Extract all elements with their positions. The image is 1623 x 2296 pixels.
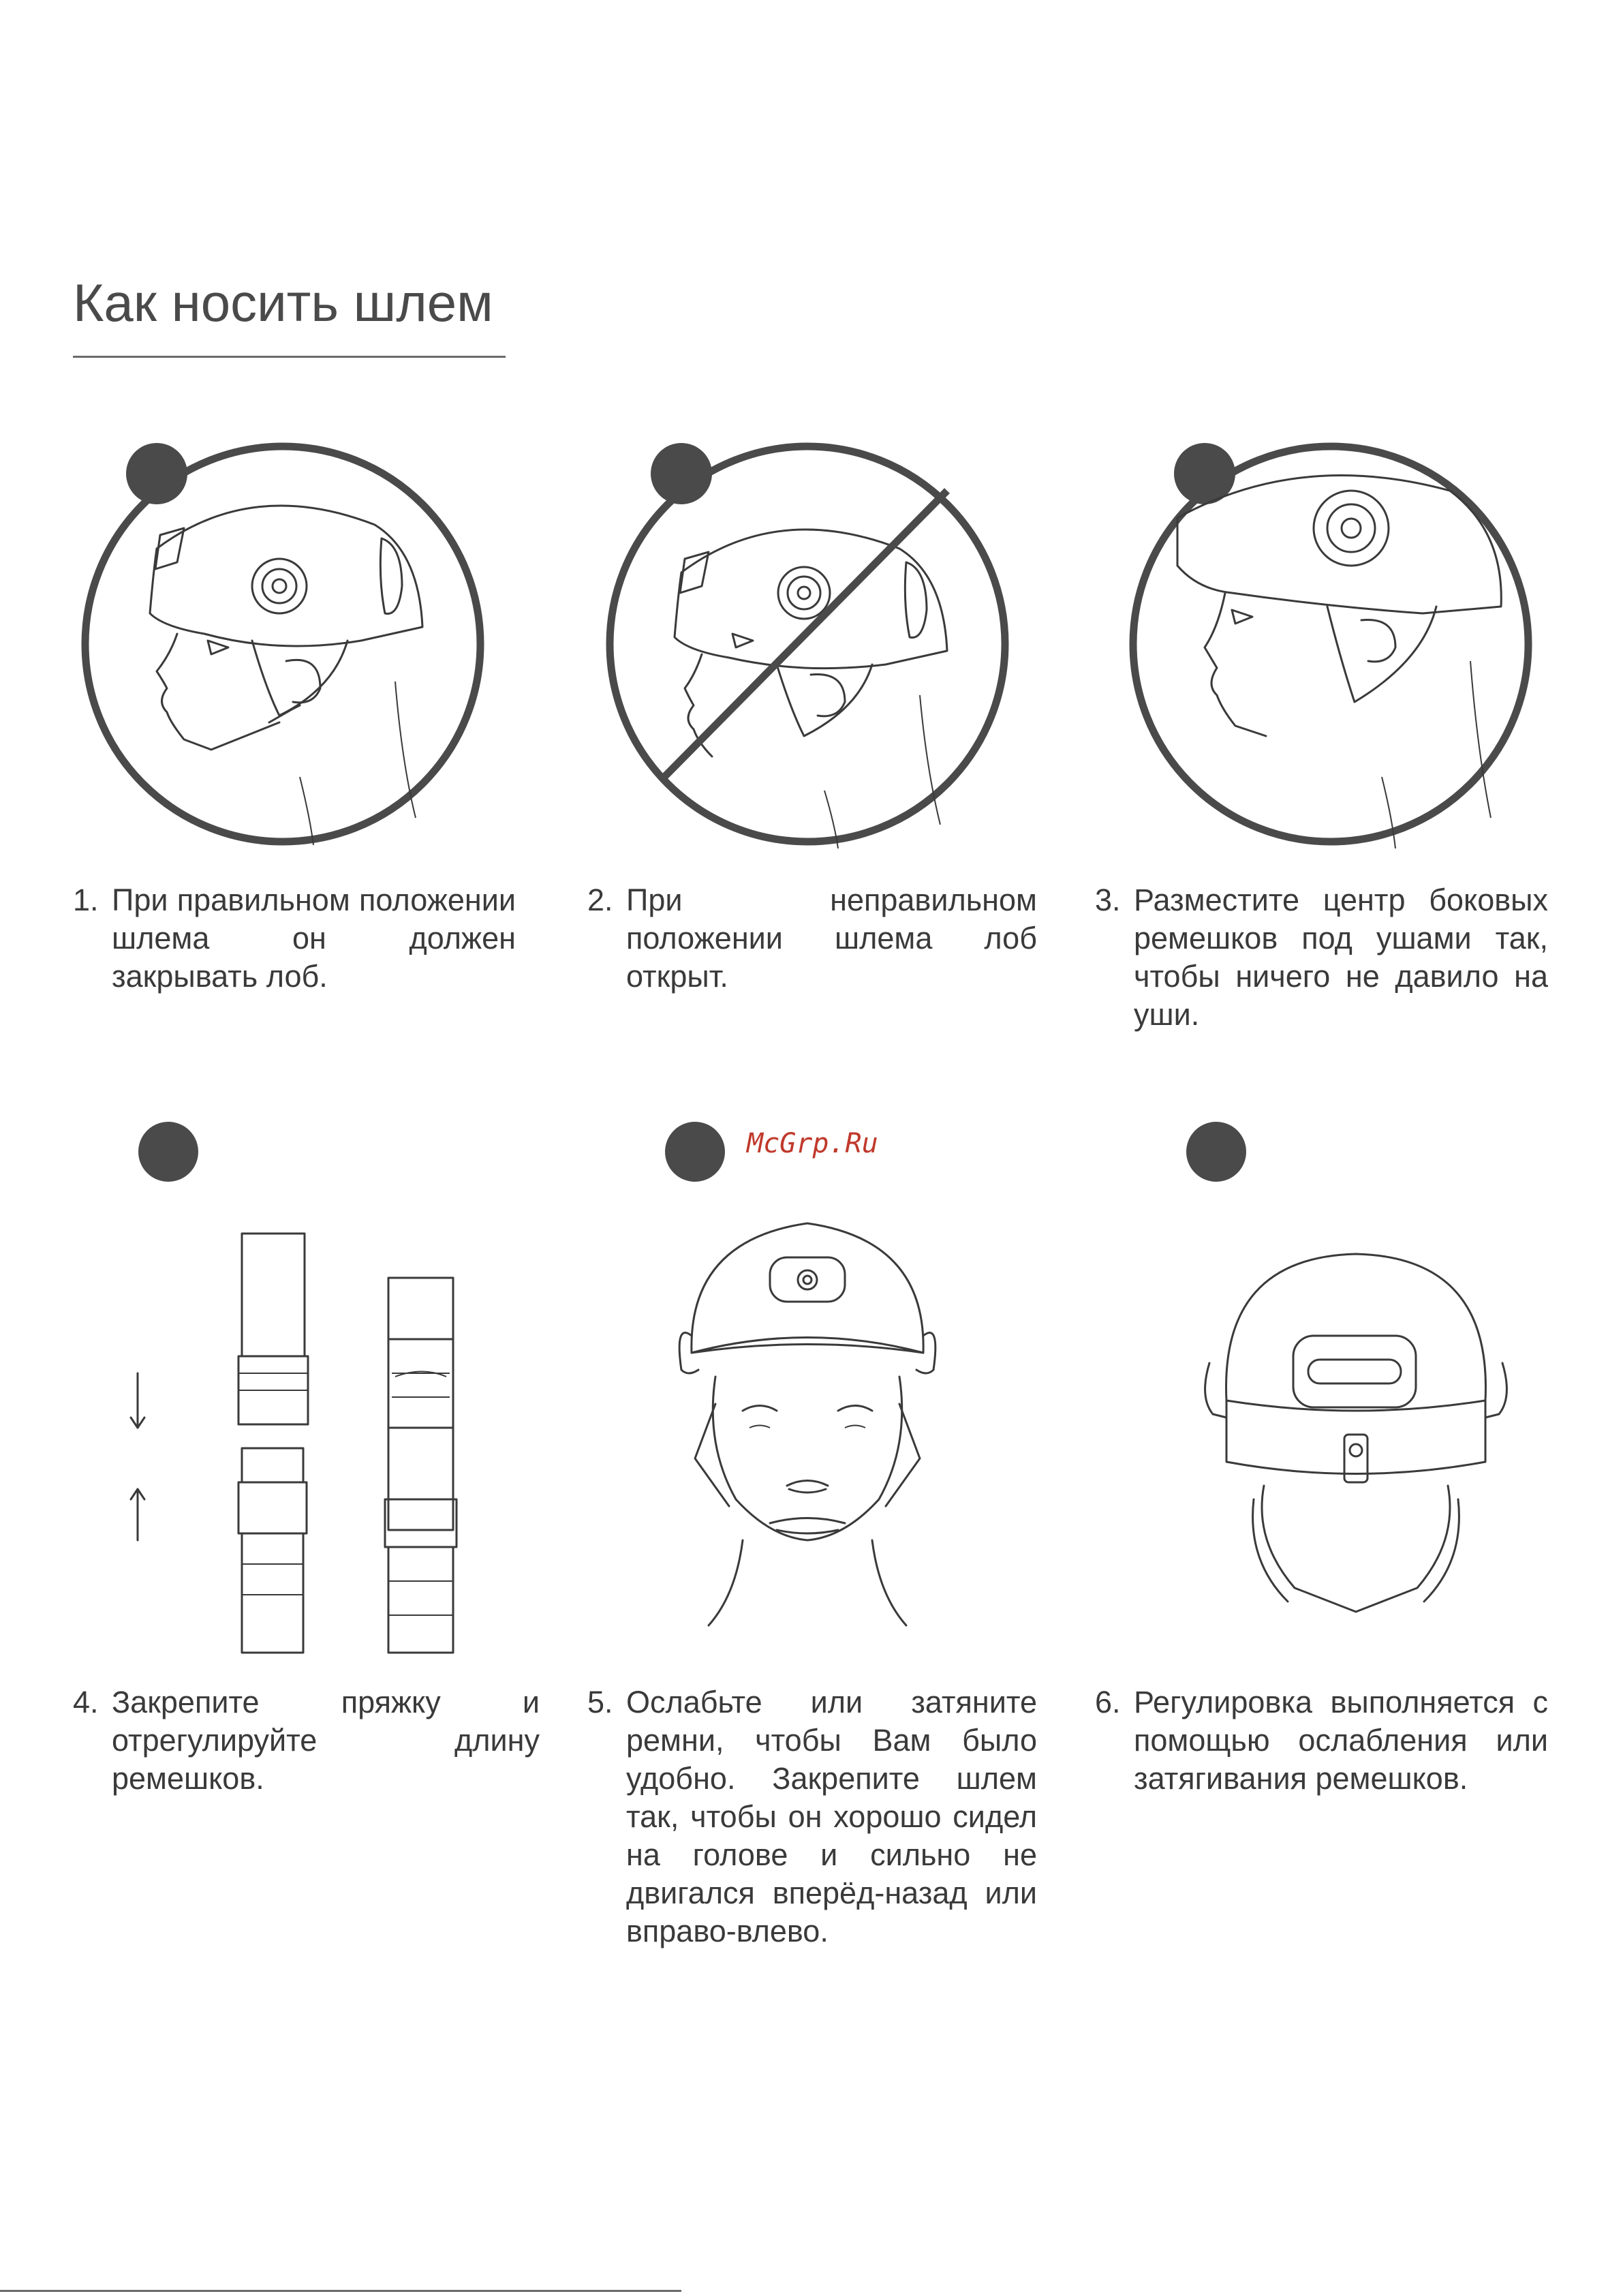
page-title: Как носить шлем: [73, 273, 493, 333]
step-number: 1.: [73, 883, 99, 917]
step-number: 6.: [1095, 1685, 1121, 1719]
step-text: Разместите центр боковых ремешков под ушами так, чтобы ничего не давило на уши.: [1134, 883, 1548, 1032]
footer-rule: [0, 2290, 681, 2292]
step-badge: [665, 1122, 725, 1182]
figure-buckle: [109, 1118, 518, 1663]
watermark: McGrp.Ru: [747, 1128, 878, 1159]
step-number: 3.: [1095, 883, 1121, 917]
figure-incorrect-position: [600, 436, 1015, 852]
step-badge: [138, 1122, 198, 1182]
figure-strap-under-ears: [1123, 436, 1539, 852]
step-badge: [651, 443, 712, 504]
step-text: Закрепите пряжку и отрегулируйте длину ремешков.: [112, 1685, 540, 1796]
step-text: При неправильном положении шлема лоб открыт.: [626, 883, 1037, 994]
title-underline: [73, 356, 506, 358]
step-text: Регулировка выполняется с помощью ослабления или затягивания ремешков.: [1134, 1685, 1548, 1796]
step-number: 2.: [587, 883, 613, 917]
figure-front-view: [640, 1118, 981, 1642]
step-text: Ослабьте или затяните ремни, чтобы Вам было удобно. Закрепите шлем так, чтобы он хорошо сидел на голове и сильно не двигался вперёд-назад или вправо-влево.: [626, 1685, 1037, 1948]
figure-correct-position: [75, 436, 491, 852]
step-badge: [126, 443, 187, 504]
step-text: При правильном положении шлема он должен закрывать лоб.: [112, 883, 516, 994]
step-number: 5.: [587, 1685, 613, 1719]
step-badge: [1186, 1122, 1246, 1182]
step-number: 4.: [73, 1685, 99, 1719]
figure-rear-view: [1186, 1118, 1526, 1642]
